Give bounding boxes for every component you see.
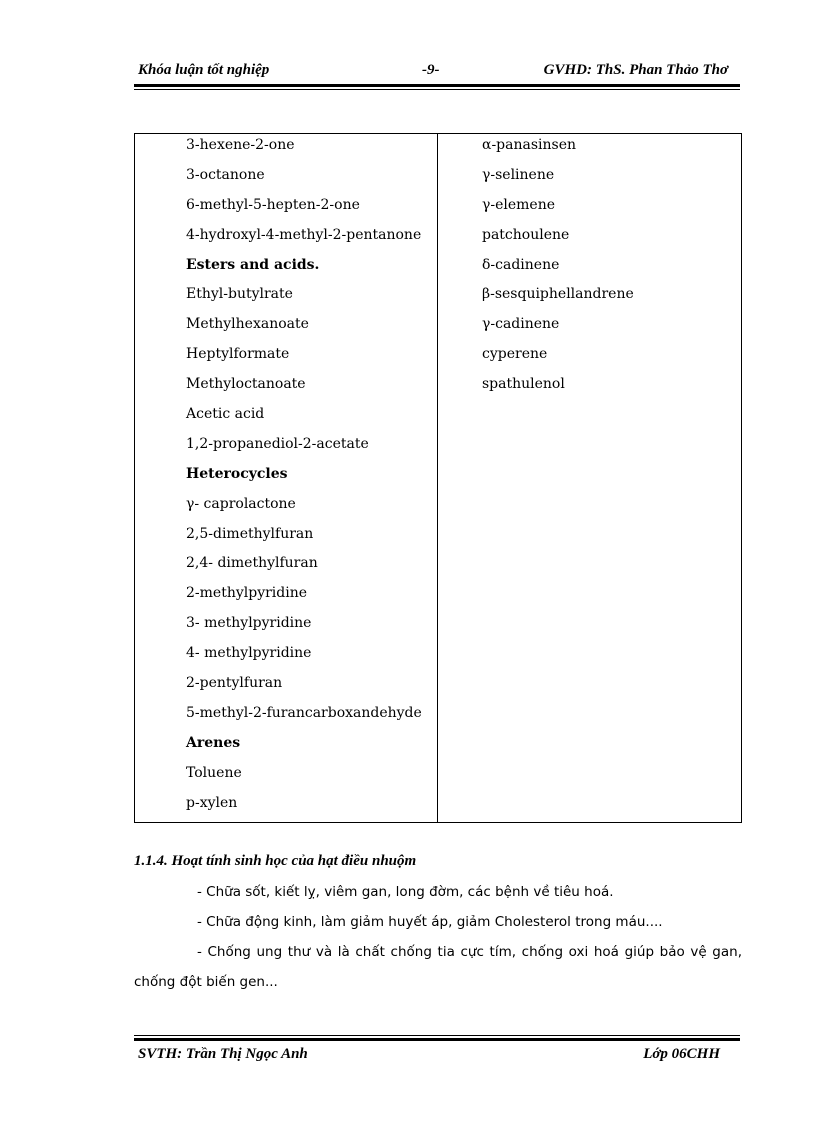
compound-item: Methyloctanoate [186,376,306,393]
compound-item: 3- methylpyridine [186,615,312,632]
table-column-divider [437,134,438,822]
table-group-heading: Esters and acids. [186,256,320,273]
compound-item: cyperene [482,346,548,363]
compound-item: 6-methyl-5-hepten-2-one [186,196,360,213]
table-left-column [186,134,422,821]
compound-item: δ-cadinene [482,256,560,273]
compound-item: 1,2-propanediol-2-acetate [186,435,369,452]
header-thesis-label: Khóa luận tốt nghiệp [138,62,270,78]
compound-item: β-sesquiphellandrene [482,286,634,303]
compound-item: γ- caprolactone [186,495,296,512]
header-rule-thin [134,89,740,90]
footer-rule-thick [134,1038,740,1041]
compound-item: γ-cadinene [482,316,560,333]
table-right-column [482,134,634,403]
table-group-heading: Arenes [186,734,241,751]
paragraph-3-continued: chống đột biến gen... [134,974,278,990]
compound-item: spathulenol [482,376,565,393]
header-advisor: GVHD: ThS. Phan Thảo Thơ [543,62,728,78]
header-rule-thick [134,84,740,87]
footer-student: SVTH: Trần Thị Ngọc Anh [138,1046,308,1062]
compound-item: patchoulene [482,226,570,243]
compound-item: Toluene [186,764,242,781]
section-title: 1.1.4. Hoạt tính sinh học của hạt điều nhuộm [134,853,417,869]
compound-item: 3-octanone [186,166,265,183]
paragraph-1: - Chữa sốt, kiết lỵ, viêm gan, long đờm, các bệnh về tiêu hoá. [197,884,614,900]
compound-item: γ-elemene [482,196,556,213]
compound-item: Heptylformate [186,346,290,363]
paragraph-2: - Chữa động kinh, làm giảm huyết áp, giảm Cholesterol trong máu.... [197,914,663,930]
page-footer [134,1046,740,1070]
compound-item: Ethyl-butylrate [186,286,293,303]
compounds-table [134,133,742,823]
compound-item: 2-pentylfuran [186,675,283,692]
compound-item: 4-hydroxyl-4-methyl-2-pentanone [186,226,422,243]
compound-item: α-panasinsen [482,137,577,153]
paragraph-3: - Chống ung thư và là chất chống tia cực tím, chống oxi hoá giúp bảo vệ gan, [197,944,742,960]
footer-rule-thin [134,1035,740,1036]
compound-item: 3-hexene-2-one [186,137,295,153]
compound-item: 5-methyl-2-furancarboxandehyde [186,704,422,721]
header-page-number: -9- [422,62,440,78]
footer-class: Lớp 06CHH [643,1046,720,1062]
compound-item: p-xylen [186,794,238,811]
compound-item: 2-methylpyridine [186,585,308,602]
compound-item: 2,5-dimethylfuran [186,525,314,542]
compound-item: Acetic acid [186,406,265,423]
compound-item: γ-selinene [482,166,555,183]
compound-item: 2,4- dimethylfuran [186,555,318,572]
compound-item: Methylhexanoate [186,316,309,333]
compound-item: 4- methylpyridine [186,645,312,662]
table-group-heading: Heterocycles [186,465,288,482]
